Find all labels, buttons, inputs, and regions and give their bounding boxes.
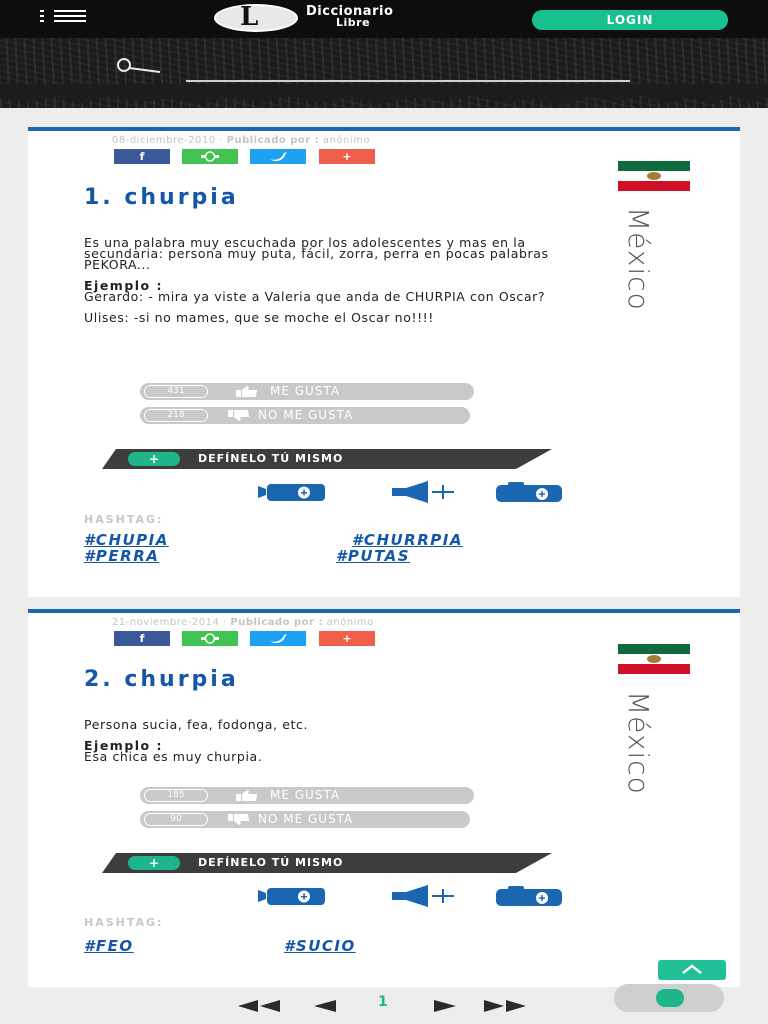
like-button[interactable] (140, 787, 474, 804)
search-icon[interactable] (112, 56, 162, 76)
example-line: Esa chica es muy churpia. (84, 749, 263, 764)
photo-camera-icon[interactable] (494, 885, 566, 907)
hashtag-link[interactable]: #PUTAS (336, 547, 411, 565)
search-input[interactable] (186, 80, 630, 82)
like-count: 185 (144, 789, 208, 802)
hashtag-link[interactable]: #PERRA (84, 547, 160, 565)
site-logo[interactable] (214, 4, 444, 34)
thumbs-down-icon (228, 410, 250, 421)
whatsapp-icon (195, 149, 225, 164)
like-label: ME GUSTA (270, 788, 341, 802)
login-button[interactable]: LOGIN (532, 10, 728, 30)
photo-camera-icon[interactable] (494, 481, 566, 503)
share-whatsapp-button[interactable] (182, 149, 238, 164)
share-twitter-button[interactable] (250, 631, 306, 646)
dislike-label: NO ME GUSTA (258, 408, 354, 422)
audio-speaker-icon[interactable] (390, 481, 462, 503)
entry-author: anónimo (322, 135, 370, 146)
define-yourself-button[interactable] (102, 449, 552, 469)
hashtag-label: HASHTAG: (84, 916, 164, 929)
hashtag-link[interactable]: #CHUPIA (84, 531, 169, 549)
define-label: DEFÍNELO TÚ MISMO (198, 856, 344, 869)
like-count: 431 (144, 385, 208, 398)
dislike-label: NO ME GUSTA (258, 812, 354, 826)
menu-icon[interactable] (40, 9, 86, 23)
entry-date: 21-noviembre-2014 (112, 617, 220, 628)
mexico-flag-icon (618, 161, 690, 191)
thumbs-up-icon (236, 790, 258, 801)
example-label: Ejemplo : (84, 278, 163, 293)
mexico-flag-icon (618, 644, 690, 674)
media-buttons (256, 481, 546, 503)
entry-meta: 21-noviembre-2014 · Publicado por : anónimo (112, 617, 374, 628)
published-label: Publicado por : (226, 135, 320, 146)
plus-icon: + (128, 856, 180, 870)
thumbs-up-icon (236, 386, 258, 397)
hashtag-link[interactable]: #SUCIO (284, 937, 356, 955)
twitter-icon (266, 149, 290, 164)
first-page-icon[interactable] (234, 998, 282, 1014)
define-label: DEFÍNELO TÚ MISMO (198, 452, 344, 465)
like-button[interactable] (140, 383, 474, 400)
hashtag-label: HASHTAG: (84, 513, 164, 526)
share-whatsapp-button[interactable] (182, 631, 238, 646)
dislike-count: 90 (144, 813, 208, 826)
definition-card (28, 127, 740, 597)
twitter-icon (266, 631, 290, 646)
dislike-button[interactable] (140, 811, 470, 828)
logo-text (306, 6, 393, 28)
share-twitter-button[interactable] (250, 149, 306, 164)
dislike-button[interactable] (140, 407, 470, 424)
whatsapp-icon (195, 631, 225, 646)
definition-text: Persona sucia, fea, fodonga, etc. (84, 717, 309, 732)
entry-meta: 08-diciembre-2010 · Publicado por : anónimo (112, 135, 370, 146)
last-page-icon[interactable] (482, 998, 530, 1014)
audio-speaker-icon[interactable] (390, 885, 462, 907)
chevron-up-icon (658, 960, 726, 980)
example-line: Ulises: -si no mames, que se moche el Oscar no!!!! (84, 310, 434, 325)
entry-title[interactable]: 1. churpia (84, 185, 239, 210)
media-buttons (256, 885, 546, 907)
logo-line-2: Libre (336, 16, 371, 29)
video-camera-icon[interactable] (256, 481, 328, 503)
share-facebook-button[interactable]: f (114, 149, 170, 164)
country-label[interactable]: México (622, 207, 655, 311)
entry-body (84, 237, 584, 333)
hashtag-link[interactable]: #FEO (84, 937, 134, 955)
entry-title[interactable]: 2. churpia (84, 667, 239, 692)
current-page-number[interactable]: 1 (378, 994, 388, 1010)
hashtag-link[interactable]: #CHURRPIA (352, 531, 463, 549)
entry-body (84, 719, 584, 772)
scroll-to-top-button[interactable] (658, 960, 726, 980)
example-label: Ejemplo : (84, 738, 163, 753)
plus-icon: + (128, 452, 180, 466)
entry-date: 08-diciembre-2010 (112, 135, 216, 146)
next-page-icon[interactable] (432, 998, 460, 1014)
previous-page-icon[interactable] (310, 998, 338, 1014)
define-yourself-button[interactable] (102, 853, 552, 873)
logo-letter: L (240, 2, 259, 32)
pagination (0, 996, 768, 1016)
country-label[interactable]: México (622, 691, 655, 795)
example-line: Gerardo: - mira ya viste a Valeria que anda de CHURPIA con Oscar? (84, 289, 546, 304)
dislike-count: 218 (144, 409, 208, 422)
definition-card (28, 609, 740, 987)
share-facebook-button[interactable]: f (114, 631, 170, 646)
torn-paper-edge (0, 84, 768, 110)
logo-line-1: Diccionario (306, 4, 394, 19)
share-plus-button[interactable]: + (319, 631, 375, 646)
share-plus-button[interactable]: + (319, 149, 375, 164)
entry-author: anónimo (326, 617, 374, 628)
like-label: ME GUSTA (270, 384, 341, 398)
published-label: Publicado por : (230, 617, 323, 628)
thumbs-down-icon (228, 814, 250, 825)
definition-text: Es una palabra muy escuchada por los adolescentes y mas en la secundaria: persona muy puta, fácil, zorra, perra en pocas palabras PEKORA... (84, 235, 549, 272)
video-camera-icon[interactable] (256, 885, 328, 907)
top-bar (0, 0, 768, 38)
